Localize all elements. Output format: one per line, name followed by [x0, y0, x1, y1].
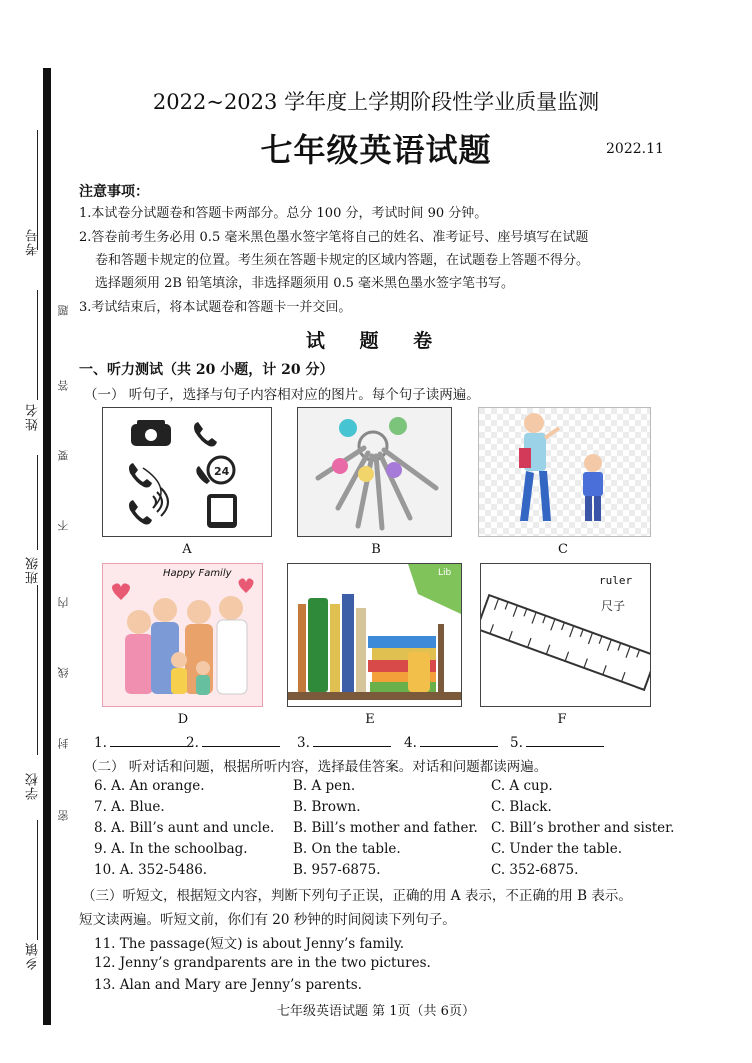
statement-item: 13. Alan and Mary are Jenny’s parents. — [94, 977, 362, 993]
page-footer: 七年级英语试题 第 1页（共 6页） — [277, 1004, 475, 1019]
picture-caption: Happy Family — [163, 568, 232, 579]
answer-blank-2[interactable] — [186, 734, 280, 751]
phone-icons — [103, 408, 271, 536]
picture-f — [480, 563, 651, 707]
question-option: C. Under the table. — [491, 841, 622, 857]
picture-label: F — [557, 712, 567, 727]
picture-label: A — [182, 542, 192, 557]
notes-heading: 注意事项： — [79, 184, 149, 200]
picture-label: C — [558, 542, 568, 557]
answer-blank-5[interactable] — [510, 734, 604, 751]
exam-subtitle: 2022~2023 学年度上学期阶段性学业质量监测 — [152, 90, 600, 114]
answer-blank-3[interactable] — [297, 734, 391, 751]
svg-text:24: 24 — [214, 465, 230, 478]
sub-instruction: （三）听短文，根据短文内容，判断下列句子正误，正确的用 A 表示，不正确的用 B 表示。 — [82, 888, 632, 904]
picture-a — [102, 407, 272, 537]
picture-c — [478, 407, 651, 537]
question-option: B. 957-6875. — [293, 862, 381, 878]
picture-label: B — [371, 542, 381, 557]
statement-item: 12. Jenny’s grandparents are in the two pictures. — [94, 955, 431, 971]
picture-label: D — [177, 712, 189, 727]
happy-family-image — [103, 564, 262, 706]
margin-label-name: 姓名 — [26, 403, 41, 431]
note-item: 1.本试卷分试题卷和答题卡两部分。总分 100 分，考试时间 90 分钟。 — [79, 206, 488, 221]
seal-char: 封 — [57, 738, 70, 749]
part-title: 一、听力测试（共 20 小题，计 20 分） — [79, 362, 334, 378]
section-title: 试 题 卷 — [305, 330, 447, 352]
picture-e — [287, 563, 462, 707]
picture-label: E — [365, 712, 375, 727]
sub-instruction: （一） 听句子，选择与句子内容相对应的图片。每个句子读两遍。 — [84, 387, 480, 403]
blank-number: 5. — [510, 735, 523, 751]
question-option: 6. A. An orange. — [94, 778, 205, 794]
blank-number: 3. — [297, 735, 310, 751]
seal-char: 不 — [57, 520, 70, 531]
question-option: B. Bill’s mother and father. — [293, 820, 478, 836]
question-option: 7. A. Blue. — [94, 799, 165, 815]
margin-label-school: 学校 — [26, 772, 41, 800]
answer-blank-1[interactable] — [94, 734, 188, 751]
margin-fill-line — [37, 820, 38, 940]
books-image — [288, 564, 461, 706]
seal-char: 线 — [57, 667, 70, 678]
picture-d — [102, 563, 263, 707]
note-item: 3.考试结束后，将本试题卷和答题卡一并交回。 — [79, 300, 352, 315]
question-option: B. A pen. — [293, 778, 356, 794]
sub-instruction: 短文读两遍。听短文前，你们有 20 秒钟的时间阅读下列句子。 — [79, 912, 456, 928]
question-option: C. 352-6875. — [491, 862, 579, 878]
seal-char: 答 — [57, 380, 70, 391]
question-option: 8. A. Bill’s aunt and uncle. — [94, 820, 275, 836]
question-option: B. Brown. — [293, 799, 361, 815]
question-option: C. A cup. — [491, 778, 553, 794]
seal-char: 题 — [57, 305, 70, 316]
margin-label-town: 乡镇 — [26, 942, 41, 970]
question-option: 9. A. In the schoolbag. — [94, 841, 248, 857]
picture-b — [297, 407, 452, 537]
binding-margin-bar — [43, 68, 51, 1025]
answer-blank-4[interactable] — [404, 734, 498, 751]
margin-label-exam-no: 考号 — [26, 228, 41, 256]
note-item: 选择题须用 2B 铅笔填涂，非选择题须用 0.5 毫米黑色墨水签字笔书写。 — [95, 276, 515, 291]
blank-number: 2. — [186, 735, 199, 751]
picture-caption: ruler — [599, 574, 633, 587]
seal-char: 密 — [57, 810, 70, 821]
question-option: C. Bill’s brother and sister. — [491, 820, 675, 836]
question-option: 10. A. 352-5486. — [94, 862, 208, 878]
margin-label-class: 班级 — [26, 556, 41, 584]
picture-caption: 尺子 — [601, 599, 626, 613]
exam-title: 七年级英语试题 — [260, 131, 492, 169]
note-item: 2.答卷前考生务必用 0.5 毫米黑色墨水签字笔将自己的姓名、准考证号、座号填写在试题 — [79, 230, 589, 245]
picture-caption: Lib — [438, 568, 452, 578]
blank-number: 4. — [404, 735, 417, 751]
blank-number: 1. — [94, 735, 107, 751]
note-item: 卷和答题卡规定的位置。考生须在答题卡规定的区域内答题，在试题卷上答题不得分。 — [95, 253, 590, 268]
margin-fill-line — [37, 455, 38, 550]
keys-image — [298, 408, 451, 536]
exam-date: 2022.11 — [606, 141, 664, 157]
teacher-student-image — [479, 408, 650, 536]
question-option: C. Black. — [491, 799, 552, 815]
margin-fill-line — [37, 585, 38, 755]
sub-instruction: （二） 听对话和问题，根据所听内容，选择最佳答案。对话和问题都读两遍。 — [84, 759, 548, 775]
seal-char: 内 — [57, 597, 70, 608]
seal-char: 要 — [57, 450, 70, 461]
question-option: B. On the table. — [293, 841, 401, 857]
statement-item: 11. The passage(短文) is about Jenny’s family. — [94, 936, 405, 952]
